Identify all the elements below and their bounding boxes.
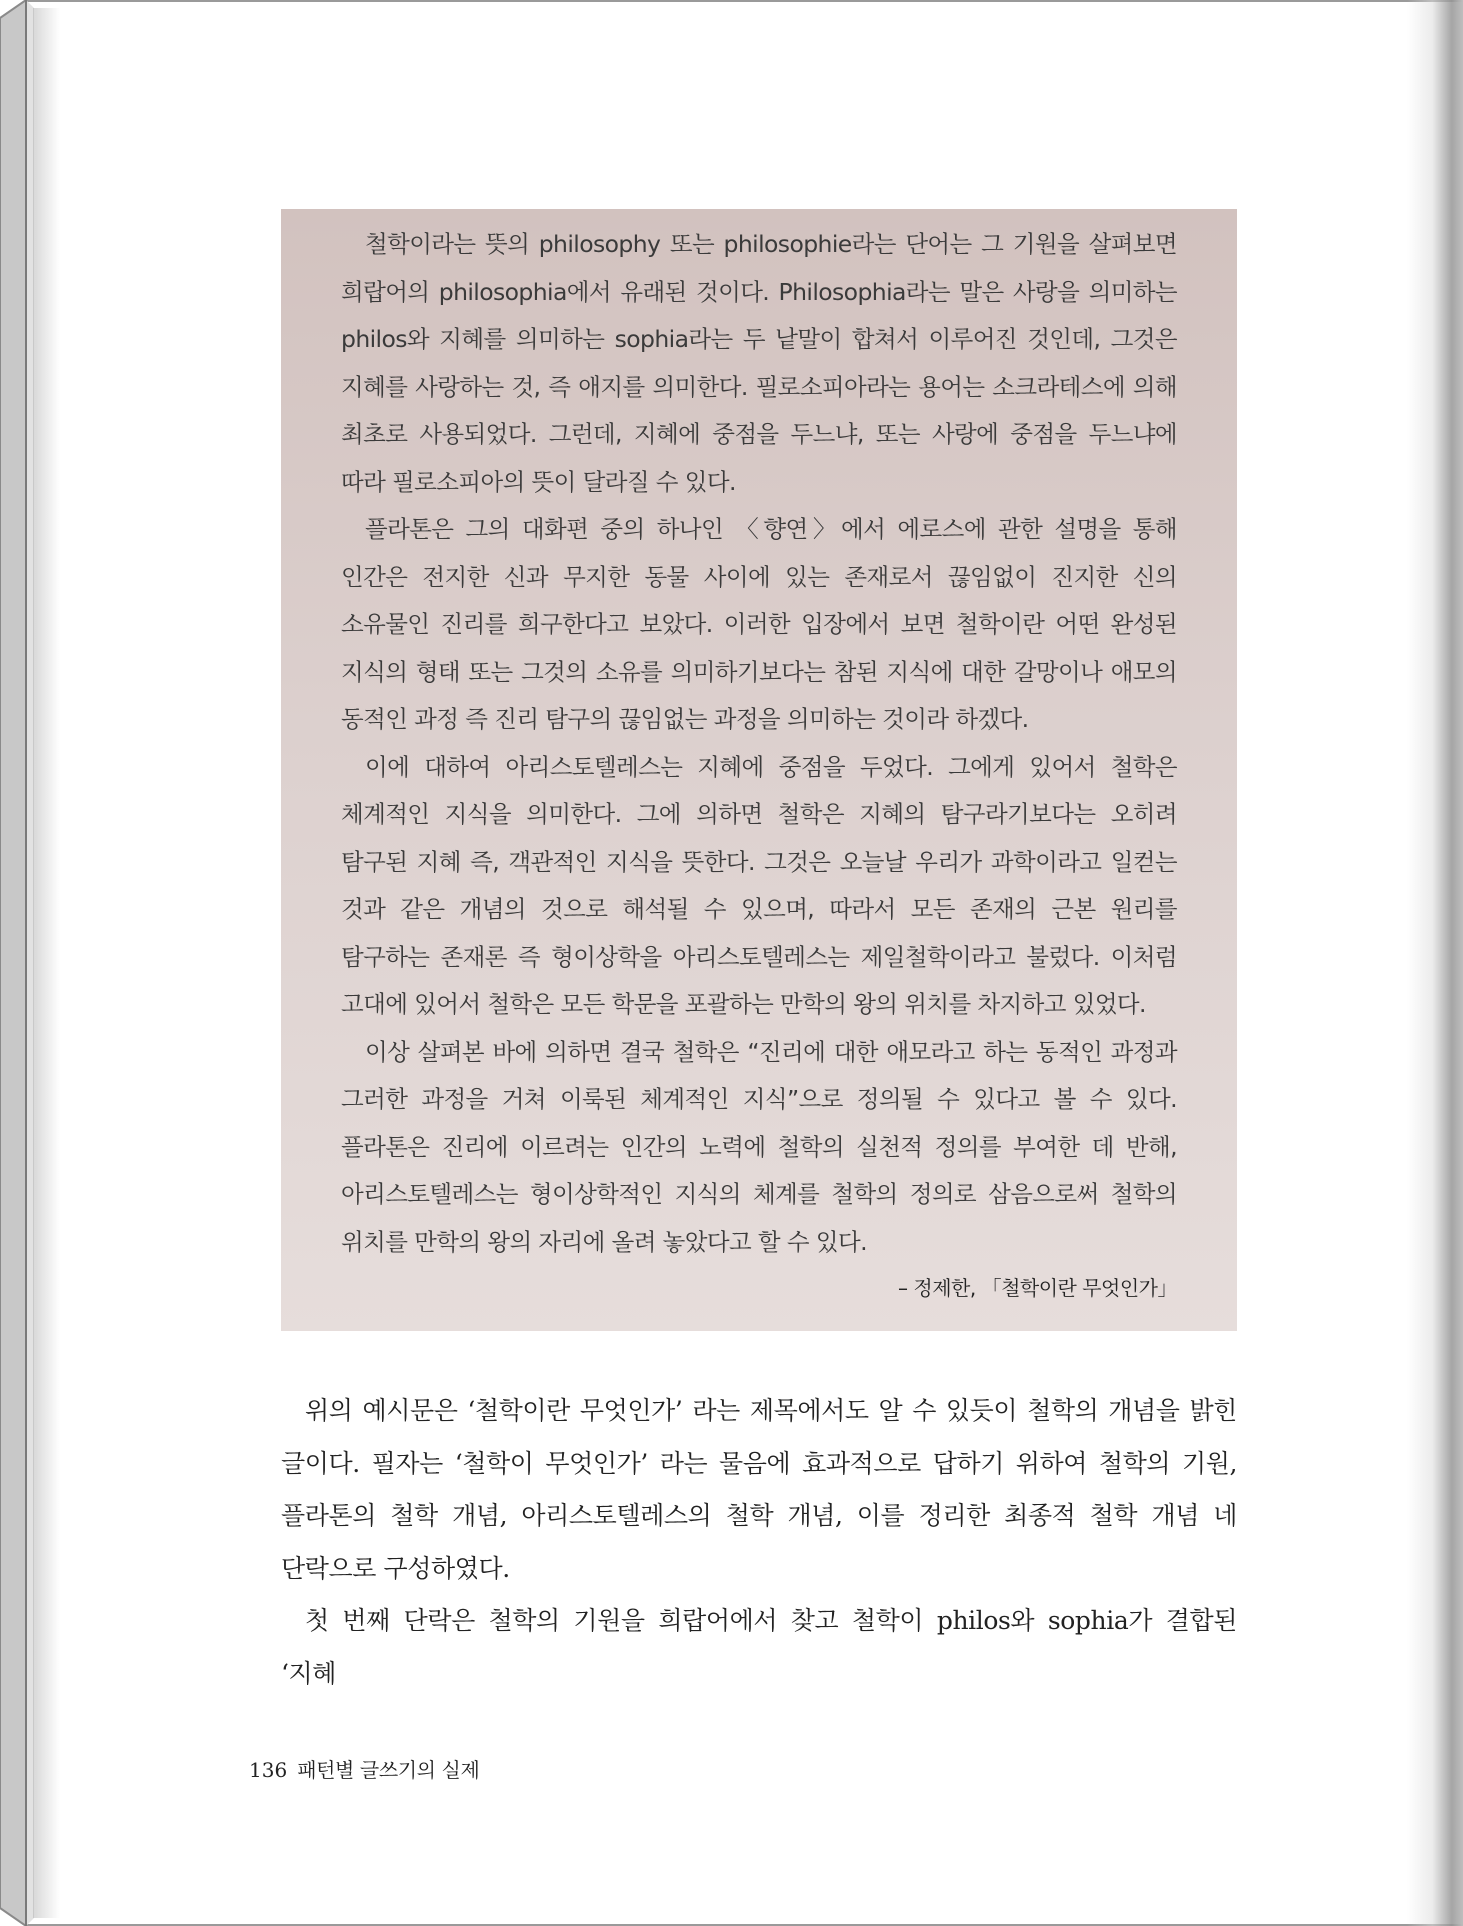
- quote-paragraph: 플라톤은 그의 대화편 중의 하나인 〈향연〉에서 에로스에 관한 설명을 통해 인간은 전지한 신과 무지한 동물 사이에 있는 존재로서 끊임없이 진지한 신의 소유물인 진리를 희구한다고 보았다. 이러한 입장에서 보면 철학이란 어떤 완성된 지식의 형태 또는 그것의 소유를 의미하기보다는 참된 지식에 대한 갈망이나 애모의 동적인 과정 즉 진리 탐구의 끊임없는 과정을 의미하는 것이라 하겠다.: [341, 515, 1177, 733]
- quote-paragraph: 이에 대하여 아리스토텔레스는 지혜에 중점을 두었다. 그에게 있어서 철학은 체계적인 지식을 의미한다. 그에 의하면 철학은 지혜의 탐구라기보다는 오히려 탐구된 지혜 즉, 객관적인 지식을 뜻한다. 그것은 오늘날 우리가 과학이라고 일컫는 것과 같은 개념의 것으로 해석될 수 있으며, 따라서 모든 존재의 근본 원리를 탐구하는 존재론 즉 형이상학을 아리스토텔레스는 제일철학이라고 불렀다. 이처럼 고대에 있어서 철학은 모든 학문을 포괄하는 만학의 왕의 위치를 차지하고 있었다.: [341, 752, 1177, 1018]
- quote-source-citation: – 정제한, 「철학이란 무엇인가」: [898, 1276, 1177, 1300]
- body-paragraph: 위의 예시문은 ‘철학이란 무엇인가’ 라는 제목에서도 알 수 있듯이 철학의 개념을 밝힌 글이다. 필자는 ‘철학이 무엇인가’ 라는 물음에 효과적으로 답하기 위하여 철학의 기원, 플라톤의 철학 개념, 아리스토텔레스의 철학 개념, 이를 정리한 최종적 철학 개념 네 단락으로 구성하였다.: [281, 1396, 1237, 1583]
- quote-paragraph: 이상 살펴본 바에 의하면 결국 철학은 “진리에 대한 애모라고 하는 동적인 과정과 그러한 과정을 거쳐 이룩된 체계적인 지식”으로 정의될 수 있다고 볼 수 있다. 플라톤은 진리에 이르려는 인간의 노력에 철학의 실천적 정의를 부여한 데 반해, 아리스토텔레스는 형이상학적인 지식의 체계를 철학의 정의로 삼음으로써 철학의 위치를 만학의 왕의 자리에 올려 놓았다고 할 수 있다.: [341, 1037, 1177, 1256]
- page-top-edge: [26, 0, 1463, 2]
- quote-paragraph: 철학이라는 뜻의 philosophy 또는 philosophie라는 단어는 그 기원을 살펴보면 희랍어의 philosophia에서 유래된 것이다. Philosophia라는 말은 사랑을 의미하는 philos와 지혜를 의미하는 sophia라는 두 낱말이 합쳐서 이루어진 것인데, 그것은 지혜를 사랑하는 것, 즉 애지를 의미한다. 필로소피아라는 용어는 소크라테스에 의해 최초로 사용되었다. 그런데, 지혜에 중점을 두느냐, 또는 사랑에 중점을 두느냐에 따라 필로소피아의 뜻이 달라질 수 있다.: [341, 230, 1177, 496]
- page-stack-left-edge: [0, 0, 60, 1926]
- body-paragraph: 첫 번째 단락은 철학의 기원을 희랍어에서 찾고 철학이 philos와 sophia가 결합된 ‘지혜: [281, 1606, 1237, 1688]
- page-right-shadow: [1407, 0, 1463, 1926]
- quotation-box: [281, 209, 1237, 1331]
- running-head: 패턴별 글쓰기의 실제: [297, 1758, 480, 1782]
- page-stack-graphic: [0, 0, 60, 1926]
- page-footer: [249, 1754, 479, 1783]
- body-text: [281, 1385, 1237, 1700]
- page-number: 136: [249, 1758, 288, 1782]
